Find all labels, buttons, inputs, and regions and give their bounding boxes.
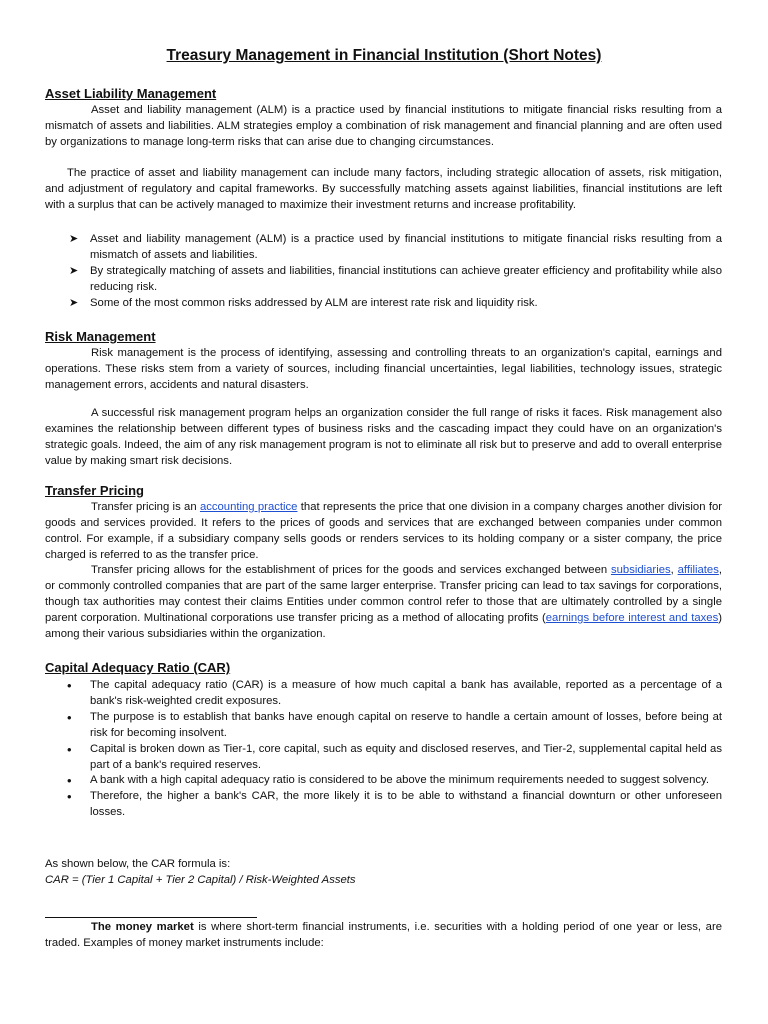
transfer-text: Transfer pricing allows for the establishment of prices for the goods and services exchanged between <box>91 564 611 576</box>
alm-heading: Asset Liability Management <box>45 86 217 101</box>
money-market-term: The money market <box>91 921 194 933</box>
arrow-bullet-icon: ➤ <box>69 296 79 309</box>
alm-bullet-item <box>45 296 722 312</box>
transfer-heading: Transfer Pricing <box>45 483 144 498</box>
car-bullet-list <box>45 678 722 821</box>
alm-bullet-item <box>45 232 722 264</box>
alm-bullet-text: By strategically matching of assets and liabilities, financial institutions can achieve greater efficiency and profitability while also reducing risk. <box>90 264 722 293</box>
car-bullet-text: Therefore, the higher a bank's CAR, the more likely it is to be able to withstand a financial downturn or other unforeseen losses. <box>90 790 722 819</box>
car-bullet-item <box>45 742 722 774</box>
document-title: Treasury Management in Financial Institution (Short Notes) <box>166 47 602 64</box>
affiliates-link[interactable]: affiliates <box>677 564 719 576</box>
alm-paragraph-2: The practice of asset and liability management can include many factors, including strategic allocation of assets, risk mitigation, and adjustment of regulatory and capital frameworks. By successfully matching assets against liabilities, financial institutions are left with a surplus that can be actively managed to maximize their investment returns and increase profitability. <box>45 167 722 211</box>
car-bullet-text: The purpose is to establish that banks have enough capital on reserve to handle a certain amount of losses, before being at risk for becoming insolvent. <box>90 710 722 739</box>
accounting-practice-link[interactable]: accounting practice <box>199 501 298 513</box>
alm-bullet-list <box>45 232 722 312</box>
alm-bullet-text: Asset and liability management (ALM) is a practice used by financial institutions to mitigate financial risks resulting from a mismatch of assets and liabilities. <box>90 233 722 261</box>
footnote-divider <box>45 917 257 918</box>
arrow-bullet-icon: ➤ <box>69 233 79 245</box>
transfer-text: , or commonly controlled companies that are part of the same larger enterprise. Transfer pricing can lead to tax savings for corporations, though tax authorities may contest their claims Entities under common control refer to those that are ultimately controlled by a single parent corporation. Multinational corporations use transfer pricing as a method of allocating profits ( <box>45 564 723 624</box>
money-market-paragraph <box>45 920 722 952</box>
car-bullet-item <box>45 710 722 742</box>
dot-bullet-icon: • <box>67 773 72 789</box>
car-formula-intro: As shown below, the CAR formula is: <box>45 858 231 870</box>
transfer-paragraph-1 <box>45 500 722 564</box>
car-formula: CAR = (Tier 1 Capital + Tier 2 Capital) / Risk-Weighted Assets <box>45 874 356 886</box>
car-bullet-item <box>45 789 722 821</box>
subsidiaries-link[interactable]: subsidiaries <box>610 564 671 576</box>
transfer-text: Transfer pricing is an <box>91 501 200 513</box>
car-bullet-text: The capital adequacy ratio (CAR) is a measure of how much capital a bank has available, reported as a percentage of a bank's risk-weighted credit exposures. <box>90 679 722 707</box>
risk-heading: Risk Management <box>45 329 156 344</box>
dot-bullet-icon: • <box>67 678 72 693</box>
car-bullet-text: A bank with a high capital adequacy ratio is considered to be above the minimum requirements needed to suggest solvency. <box>90 774 709 787</box>
arrow-bullet-icon: ➤ <box>69 264 79 277</box>
alm-bullet-text: Some of the most common risks addressed by ALM are interest rate risk and liquidity risk. <box>90 296 538 309</box>
car-heading: Capital Adequacy Ratio (CAR) <box>45 660 231 675</box>
risk-paragraph-1: Risk management is the process of identifying, assessing and controlling threats to an organization's capital, earnings and operations. These risks stem from a variety of sources, including financial uncertainties, legal liabilities, technology issues, strategic management errors, accidents and natural disasters. <box>45 347 722 391</box>
ebit-link[interactable]: earnings before interest and taxes <box>545 611 719 624</box>
car-bullet-item <box>45 773 722 789</box>
dot-bullet-icon: • <box>67 709 72 725</box>
transfer-text: , <box>670 564 678 576</box>
car-bullet-text: Capital is broken down as Tier-1, core capital, such as equity and disclosed reserves, and Tier-2, supplemental capital held as part of a bank's required reserves. <box>90 742 722 771</box>
dot-bullet-icon: • <box>67 789 72 805</box>
alm-bullet-item <box>45 264 722 296</box>
money-market-text: is where short-term financial instruments, i.e. securities with a holding period of one year or less, are traded. Examples of money market instruments include: <box>45 921 722 949</box>
dot-bullet-icon: • <box>67 741 72 757</box>
transfer-paragraph-2 <box>45 563 722 643</box>
transfer-text: that represents the price that one division in a company charges another division for goods and services provided. It refers to the prices of goods and services that are exchanged between companies under common control. For example, if a subsidiary company sells goods or renders services to its holding company or a sister company, the price charged is referred to as the transfer price. <box>45 501 723 561</box>
car-bullet-item <box>45 678 722 710</box>
alm-paragraph-1: Asset and liability management (ALM) is a practice used by financial institutions to mitigate financial risks resulting from a mismatch of assets and liabilities. ALM strategies employ a combination of risk management and financial planning and are often used by organizations to manage long-term risks that can arise due to changing circumstances. <box>45 104 722 148</box>
risk-paragraph-2: A successful risk management program helps an organization consider the full range of risks it faces. Risk management also examines the relationship between different types of business risks and the cascading impact they could have on an organization's strategic goals. Indeed, the aim of any risk management program is not to eliminate all risk but to preserve and add to overall enterprise value by making smart risk decisions. <box>45 407 722 467</box>
transfer-text: ) among their various subsidiaries within the organization. <box>45 611 722 640</box>
